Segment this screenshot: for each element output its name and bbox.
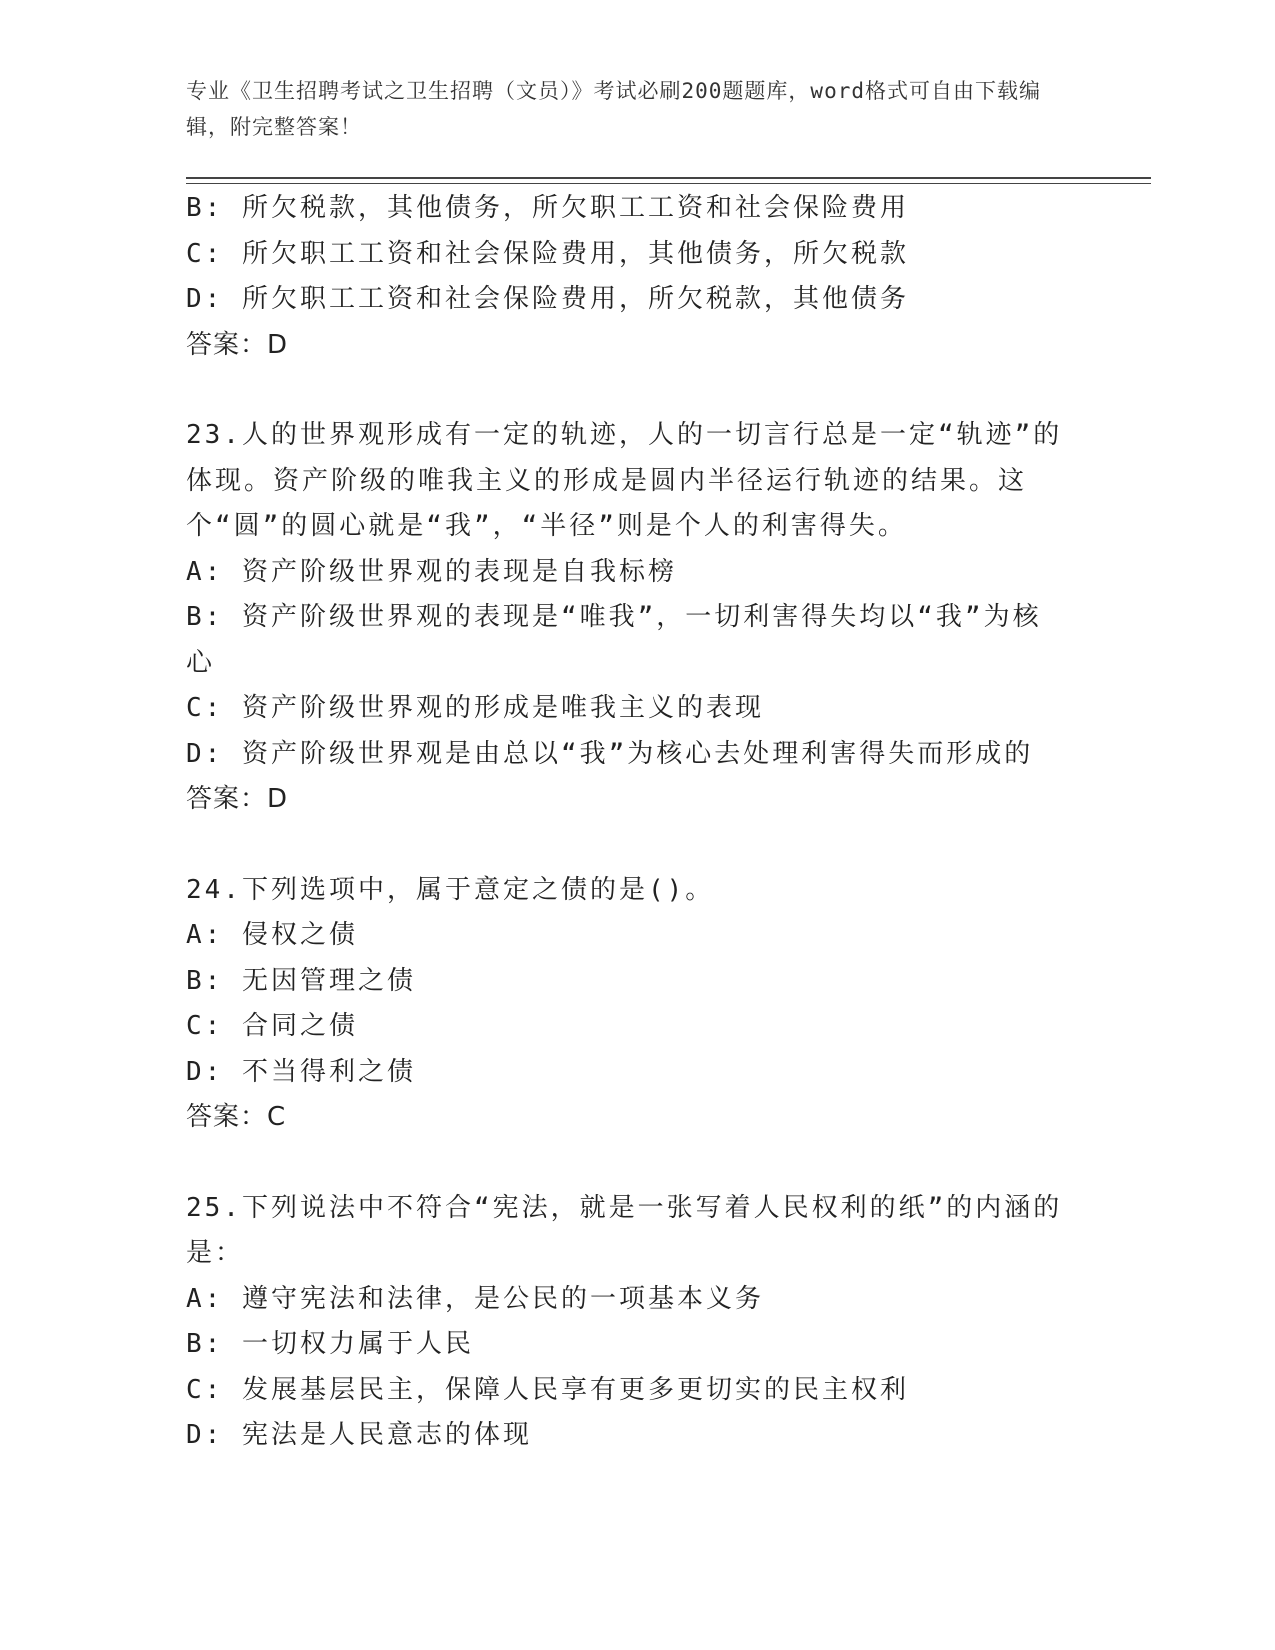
- question-list: [186, 186, 1086, 1459]
- option-d: D: 宪法是人民意志的体现: [186, 1420, 532, 1450]
- question-block-24: [186, 868, 1086, 1141]
- option-a: A: 侵权之债: [186, 920, 358, 950]
- option-d: D: 所欠职工工资和社会保险费用，所欠税款，其他债务: [186, 284, 909, 314]
- option-d: D: 资产阶级世界观是由总以“我”为核心去处理利害得失而形成的: [186, 738, 1034, 769]
- answer-label: 答案：D: [186, 329, 289, 360]
- option-c: C: 资产阶级世界观的形成是唯我主义的表现: [186, 693, 764, 723]
- answer-label: 答案：C: [186, 1102, 287, 1132]
- option-c: C: 合同之债: [186, 1011, 358, 1041]
- option-b: B: 无因管理之债: [186, 965, 416, 996]
- option-b: B: 一切权力属于人民: [186, 1329, 474, 1359]
- option-b: B: 资产阶级世界观的表现是“唯我”，一切利害得失均以“我”为核心: [186, 602, 1042, 678]
- option-c: C: 所欠职工工资和社会保险费用，其他债务，所欠税款: [186, 238, 909, 269]
- spacer: [186, 1141, 1086, 1186]
- option-a: A: 资产阶级世界观的表现是自我标榜: [186, 556, 677, 587]
- answer-label: 答案：D: [186, 784, 289, 814]
- spacer: [186, 368, 1086, 413]
- question-block-22: [186, 186, 1086, 368]
- question-text: 24.下列选项中，属于意定之债的是()。: [186, 874, 715, 905]
- question-text: 25.下列说法中不符合“宪法，就是一张写着人民权利的纸”的内涵的是：: [186, 1192, 1063, 1268]
- spacer: [186, 823, 1086, 868]
- question-block-25: [186, 1186, 1086, 1459]
- header-divider-top: [186, 177, 1151, 179]
- option-c: C: 发展基层民主，保障人民享有更多更切实的民主权利: [186, 1374, 909, 1405]
- document-header: 专业《卫生招聘考试之卫生招聘（文员）》考试必刷200题题库，word格式可自由下载编辑，附完整答案！: [186, 79, 1041, 139]
- question-text: 23.人的世界观形成有一定的轨迹，人的一切言行总是一定“轨迹”的体现。资产阶级的唯我主义的形成是圆内半径运行轨迹的结果。这个“圆”的圆心就是“我”，“半径”则是个人的利害得失。: [186, 420, 1063, 541]
- option-a: A: 遵守宪法和法律，是公民的一项基本义务: [186, 1283, 764, 1314]
- option-b: B: 所欠税款，其他债务，所欠职工工资和社会保险费用: [186, 193, 909, 223]
- header-divider-bottom: [186, 183, 1151, 184]
- question-block-23: [186, 413, 1086, 823]
- option-d: D: 不当得利之债: [186, 1056, 416, 1087]
